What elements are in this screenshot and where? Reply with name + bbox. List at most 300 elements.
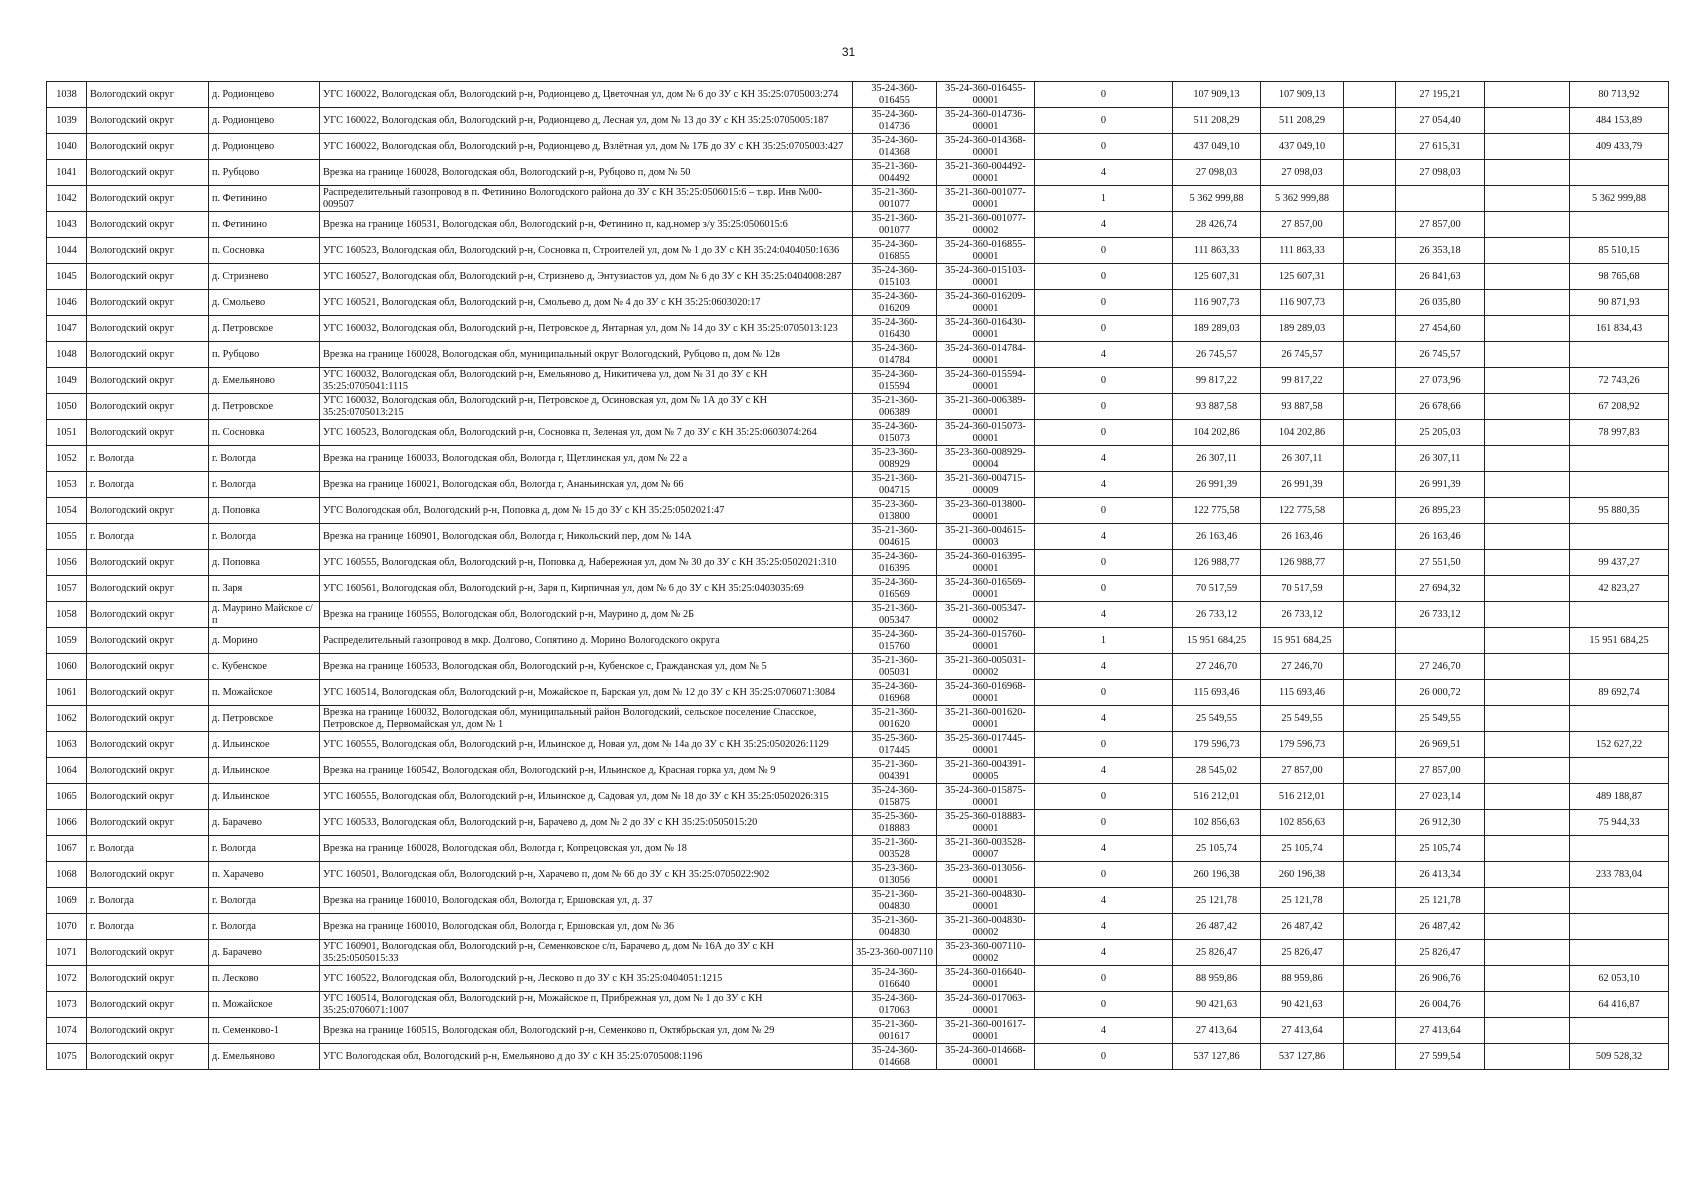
amount-cell: 26 733,12 — [1261, 602, 1344, 628]
object-code-cell: 35-21-360-003528 — [853, 836, 937, 862]
locality-cell: д. Петровское — [209, 706, 320, 732]
locality-cell: д. Ильинское — [209, 758, 320, 784]
locality-cell: г. Вологда — [209, 914, 320, 940]
category-cell: 4 — [1035, 602, 1173, 628]
table-row — [47, 238, 1669, 264]
locality-cell: п. Фетинино — [209, 212, 320, 238]
district-cell: Вологодский округ — [87, 1044, 209, 1070]
part2-cell — [1570, 602, 1669, 628]
table-row — [47, 914, 1669, 940]
table-row — [47, 264, 1669, 290]
object-code-cell: 35-24-360-014368 — [853, 134, 937, 160]
object-description-cell: УГС 160501, Вологодская обл, Вологодский р-н, Харачево п, дом № 66 до ЗУ с КН 35:25:0705022:902 — [320, 862, 853, 888]
object-id-cell: 35-21-360-005031-00002 — [937, 654, 1035, 680]
empty-cell — [1344, 82, 1396, 108]
object-code-cell: 35-23-360-008929 — [853, 446, 937, 472]
amount-cell: 26 307,11 — [1261, 446, 1344, 472]
row-number: 1075 — [47, 1044, 87, 1070]
total-cost-cell: 260 196,38 — [1173, 862, 1261, 888]
category-cell: 4 — [1035, 446, 1173, 472]
table-row — [47, 784, 1669, 810]
object-description-cell: Врезка на границе 160028, Вологодская обл, Вологда г, Копрецовская ул, дом № 18 — [320, 836, 853, 862]
table-row — [47, 498, 1669, 524]
total-cost-cell: 516 212,01 — [1173, 784, 1261, 810]
part1-cell: 26 912,30 — [1396, 810, 1485, 836]
object-code-cell: 35-24-360-014736 — [853, 108, 937, 134]
row-number: 1043 — [47, 212, 87, 238]
object-id-cell: 35-24-360-016640-00001 — [937, 966, 1035, 992]
empty-cell-2 — [1485, 784, 1570, 810]
district-cell: Вологодский округ — [87, 394, 209, 420]
district-cell: г. Вологда — [87, 446, 209, 472]
amount-cell: 125 607,31 — [1261, 264, 1344, 290]
row-number: 1041 — [47, 160, 87, 186]
object-code-cell: 35-24-360-016395 — [853, 550, 937, 576]
object-code-cell: 35-21-360-001617 — [853, 1018, 937, 1044]
object-id-cell: 35-24-360-016209-00001 — [937, 290, 1035, 316]
district-cell: Вологодский округ — [87, 628, 209, 654]
category-cell: 0 — [1035, 550, 1173, 576]
object-description-cell: Врезка на границе 160555, Вологодская обл, Вологодский р-н, Маурино д, дом № 2Б — [320, 602, 853, 628]
empty-cell — [1344, 862, 1396, 888]
district-cell: Вологодский округ — [87, 238, 209, 264]
empty-cell — [1344, 160, 1396, 186]
empty-cell — [1344, 212, 1396, 238]
empty-cell — [1344, 524, 1396, 550]
part1-cell: 26 413,34 — [1396, 862, 1485, 888]
object-description-cell: УГС 160555, Вологодская обл, Вологодский р-н, Поповка д, Набережная ул, дом № 30 до ЗУ с КН 35:25:0502021:310 — [320, 550, 853, 576]
empty-cell — [1344, 602, 1396, 628]
object-id-cell: 35-24-360-014736-00001 — [937, 108, 1035, 134]
object-code-cell: 35-21-360-006389 — [853, 394, 937, 420]
part2-cell: 95 880,35 — [1570, 498, 1669, 524]
object-description-cell: УГС 160022, Вологодская обл, Вологодский р-н, Родионцево д, Взлётная ул, дом № 17Б до ЗУ с КН 35:25:0705003:427 — [320, 134, 853, 160]
locality-cell: п. Фетинино — [209, 186, 320, 212]
total-cost-cell: 125 607,31 — [1173, 264, 1261, 290]
object-id-cell: 35-24-360-016430-00001 — [937, 316, 1035, 342]
locality-cell: д. Стризнево — [209, 264, 320, 290]
object-code-cell: 35-23-360-007110 — [853, 940, 937, 966]
category-cell: 0 — [1035, 82, 1173, 108]
object-code-cell: 35-24-360-016455 — [853, 82, 937, 108]
object-id-cell: 35-24-360-015594-00001 — [937, 368, 1035, 394]
object-id-cell: 35-24-360-015103-00001 — [937, 264, 1035, 290]
part1-cell: 26 895,23 — [1396, 498, 1485, 524]
part1-cell: 25 205,03 — [1396, 420, 1485, 446]
total-cost-cell: 102 856,63 — [1173, 810, 1261, 836]
total-cost-cell: 115 693,46 — [1173, 680, 1261, 706]
object-id-cell: 35-24-360-015073-00001 — [937, 420, 1035, 446]
empty-cell — [1344, 108, 1396, 134]
empty-cell — [1344, 264, 1396, 290]
district-cell: г. Вологда — [87, 472, 209, 498]
category-cell: 4 — [1035, 706, 1173, 732]
empty-cell — [1344, 732, 1396, 758]
locality-cell: д. Родионцево — [209, 82, 320, 108]
district-cell: Вологодский округ — [87, 784, 209, 810]
empty-cell — [1344, 836, 1396, 862]
district-cell: Вологодский округ — [87, 810, 209, 836]
object-id-cell: 35-24-360-014784-00001 — [937, 342, 1035, 368]
object-description-cell: УГС 160533, Вологодская обл, Вологодский р-н, Барачево д, дом № 2 до ЗУ с КН 35:25:0505015:20 — [320, 810, 853, 836]
object-id-cell: 35-24-360-014368-00001 — [937, 134, 1035, 160]
empty-cell-2 — [1485, 992, 1570, 1018]
district-cell: Вологодский округ — [87, 680, 209, 706]
locality-cell: д. Петровское — [209, 316, 320, 342]
object-description-cell: УГС 160032, Вологодская обл, Вологодский р-н, Емельяново д, Никитичева ул, дом № 31 до ЗУ с КН 35:25:0705041:1115 — [320, 368, 853, 394]
part2-cell: 90 871,93 — [1570, 290, 1669, 316]
part2-cell — [1570, 160, 1669, 186]
category-cell: 0 — [1035, 108, 1173, 134]
amount-cell: 26 163,46 — [1261, 524, 1344, 550]
empty-cell — [1344, 992, 1396, 1018]
part1-cell: 26 991,39 — [1396, 472, 1485, 498]
object-code-cell: 35-24-360-014784 — [853, 342, 937, 368]
part1-cell: 26 733,12 — [1396, 602, 1485, 628]
object-id-cell: 35-25-360-018883-00001 — [937, 810, 1035, 836]
object-code-cell: 35-24-360-016640 — [853, 966, 937, 992]
part2-cell: 152 627,22 — [1570, 732, 1669, 758]
amount-cell: 26 487,42 — [1261, 914, 1344, 940]
table-row — [47, 940, 1669, 966]
amount-cell: 104 202,86 — [1261, 420, 1344, 446]
empty-cell-2 — [1485, 1044, 1570, 1070]
empty-cell — [1344, 472, 1396, 498]
amount-cell: 537 127,86 — [1261, 1044, 1344, 1070]
object-description-cell: Врезка на границе 160010, Вологодская обл, Вологда г, Ершовская ул, д. 37 — [320, 888, 853, 914]
empty-cell-2 — [1485, 368, 1570, 394]
object-description-cell: Врезка на границе 160010, Вологодская обл, Вологда г, Ершовская ул, дом № 36 — [320, 914, 853, 940]
empty-cell — [1344, 758, 1396, 784]
object-code-cell: 35-24-360-016968 — [853, 680, 937, 706]
object-code-cell: 35-24-360-016209 — [853, 290, 937, 316]
part2-cell: 89 692,74 — [1570, 680, 1669, 706]
object-id-cell: 35-21-360-005347-00002 — [937, 602, 1035, 628]
part2-cell — [1570, 888, 1669, 914]
object-code-cell: 35-21-360-004492 — [853, 160, 937, 186]
part1-cell — [1396, 628, 1485, 654]
part2-cell: 489 188,87 — [1570, 784, 1669, 810]
part2-cell: 99 437,27 — [1570, 550, 1669, 576]
object-id-cell: 35-24-360-016968-00001 — [937, 680, 1035, 706]
object-description-cell: УГС 160514, Вологодская обл, Вологодский р-н, Можайское п, Барская ул, дом № 12 до ЗУ с КН 35:25:0706071:3084 — [320, 680, 853, 706]
row-number: 1053 — [47, 472, 87, 498]
amount-cell: 189 289,03 — [1261, 316, 1344, 342]
empty-cell — [1344, 238, 1396, 264]
total-cost-cell: 27 098,03 — [1173, 160, 1261, 186]
part2-cell: 80 713,92 — [1570, 82, 1669, 108]
part2-cell: 64 416,87 — [1570, 992, 1669, 1018]
object-id-cell: 35-24-360-016569-00001 — [937, 576, 1035, 602]
total-cost-cell: 437 049,10 — [1173, 134, 1261, 160]
row-number: 1055 — [47, 524, 87, 550]
category-cell: 0 — [1035, 862, 1173, 888]
table-row — [47, 706, 1669, 732]
row-number: 1070 — [47, 914, 87, 940]
locality-cell: п. Сосновка — [209, 420, 320, 446]
empty-cell — [1344, 550, 1396, 576]
object-id-cell: 35-24-360-015875-00001 — [937, 784, 1035, 810]
object-id-cell: 35-23-360-013800-00001 — [937, 498, 1035, 524]
amount-cell: 15 951 684,25 — [1261, 628, 1344, 654]
part2-cell — [1570, 524, 1669, 550]
amount-cell: 99 817,22 — [1261, 368, 1344, 394]
empty-cell-2 — [1485, 498, 1570, 524]
district-cell: Вологодский округ — [87, 550, 209, 576]
category-cell: 0 — [1035, 810, 1173, 836]
object-description-cell: УГС Вологодская обл, Вологодский р-н, Емельяново д до ЗУ с КН 35:25:0705008:1196 — [320, 1044, 853, 1070]
part1-cell: 27 413,64 — [1396, 1018, 1485, 1044]
object-id-cell: 35-21-360-004715-00009 — [937, 472, 1035, 498]
table-row — [47, 160, 1669, 186]
empty-cell-2 — [1485, 836, 1570, 862]
district-cell: Вологодский округ — [87, 186, 209, 212]
empty-cell — [1344, 316, 1396, 342]
empty-cell — [1344, 342, 1396, 368]
empty-cell-2 — [1485, 524, 1570, 550]
total-cost-cell: 107 909,13 — [1173, 82, 1261, 108]
amount-cell: 25 105,74 — [1261, 836, 1344, 862]
empty-cell-2 — [1485, 342, 1570, 368]
object-id-cell: 35-23-360-007110-00002 — [937, 940, 1035, 966]
amount-cell: 5 362 999,88 — [1261, 186, 1344, 212]
category-cell: 0 — [1035, 992, 1173, 1018]
empty-cell-2 — [1485, 1018, 1570, 1044]
part2-cell: 233 783,04 — [1570, 862, 1669, 888]
locality-cell: д. Смольево — [209, 290, 320, 316]
amount-cell: 102 856,63 — [1261, 810, 1344, 836]
part1-cell: 27 454,60 — [1396, 316, 1485, 342]
total-cost-cell: 28 545,02 — [1173, 758, 1261, 784]
amount-cell: 25 121,78 — [1261, 888, 1344, 914]
locality-cell: д. Родионцево — [209, 134, 320, 160]
district-cell: г. Вологда — [87, 836, 209, 862]
row-number: 1039 — [47, 108, 87, 134]
part1-cell: 27 599,54 — [1396, 1044, 1485, 1070]
locality-cell: г. Вологда — [209, 446, 320, 472]
empty-cell-2 — [1485, 420, 1570, 446]
district-cell: Вологодский округ — [87, 342, 209, 368]
category-cell: 0 — [1035, 264, 1173, 290]
table-row — [47, 966, 1669, 992]
total-cost-cell: 25 826,47 — [1173, 940, 1261, 966]
district-cell: Вологодский округ — [87, 368, 209, 394]
locality-cell: п. Сосновка — [209, 238, 320, 264]
row-number: 1046 — [47, 290, 87, 316]
object-code-cell: 35-24-360-014668 — [853, 1044, 937, 1070]
district-cell: Вологодский округ — [87, 758, 209, 784]
part2-cell — [1570, 1018, 1669, 1044]
empty-cell-2 — [1485, 628, 1570, 654]
empty-cell — [1344, 940, 1396, 966]
object-code-cell: 35-21-360-004615 — [853, 524, 937, 550]
object-code-cell: 35-25-360-018883 — [853, 810, 937, 836]
amount-cell: 260 196,38 — [1261, 862, 1344, 888]
locality-cell: д. Емельяново — [209, 1044, 320, 1070]
object-description-cell: УГС 160514, Вологодская обл, Вологодский р-н, Можайское п, Прибрежная ул, дом № 1 до ЗУ с КН 35:25:0706071:1007 — [320, 992, 853, 1018]
object-id-cell: 35-21-360-004492-00001 — [937, 160, 1035, 186]
table-row — [47, 810, 1669, 836]
part1-cell: 26 969,51 — [1396, 732, 1485, 758]
empty-cell — [1344, 576, 1396, 602]
amount-cell: 122 775,58 — [1261, 498, 1344, 524]
part2-cell — [1570, 654, 1669, 680]
table-row — [47, 368, 1669, 394]
part2-cell: 78 997,83 — [1570, 420, 1669, 446]
amount-cell: 116 907,73 — [1261, 290, 1344, 316]
part1-cell: 26 841,63 — [1396, 264, 1485, 290]
district-cell: Вологодский округ — [87, 212, 209, 238]
row-number: 1049 — [47, 368, 87, 394]
total-cost-cell: 26 163,46 — [1173, 524, 1261, 550]
total-cost-cell: 26 991,39 — [1173, 472, 1261, 498]
object-description-cell: Распределительный газопровод в мкр. Долгово, Сопятино д. Морино Вологодского округа — [320, 628, 853, 654]
total-cost-cell: 189 289,03 — [1173, 316, 1261, 342]
locality-cell: п. Лесково — [209, 966, 320, 992]
district-cell: Вологодский округ — [87, 706, 209, 732]
total-cost-cell: 104 202,86 — [1173, 420, 1261, 446]
total-cost-cell: 27 413,64 — [1173, 1018, 1261, 1044]
object-code-cell: 35-21-360-001620 — [853, 706, 937, 732]
category-cell: 4 — [1035, 888, 1173, 914]
locality-cell: д. Петровское — [209, 394, 320, 420]
total-cost-cell: 116 907,73 — [1173, 290, 1261, 316]
part2-cell: 98 765,68 — [1570, 264, 1669, 290]
object-description-cell: УГС 160555, Вологодская обл, Вологодский р-н, Ильинское д, Новая ул, дом № 14а до ЗУ с КН 35:25:0502026:1129 — [320, 732, 853, 758]
table-row — [47, 888, 1669, 914]
locality-cell: д. Барачево — [209, 940, 320, 966]
row-number: 1074 — [47, 1018, 87, 1044]
object-description-cell: Врезка на границе 160028, Вологодская обл, Вологодский р-н, Рубцово п, дом № 50 — [320, 160, 853, 186]
object-description-cell: Врезка на границе 160531, Вологодская обл, Вологодский р-н, Фетинино п, кад.номер з/у 35:25:0506015:6 — [320, 212, 853, 238]
part1-cell: 25 105,74 — [1396, 836, 1485, 862]
part2-cell — [1570, 446, 1669, 472]
district-cell: Вологодский округ — [87, 134, 209, 160]
object-id-cell: 35-21-360-004830-00001 — [937, 888, 1035, 914]
row-number: 1059 — [47, 628, 87, 654]
empty-cell-2 — [1485, 472, 1570, 498]
amount-cell: 111 863,33 — [1261, 238, 1344, 264]
district-cell: Вологодский округ — [87, 966, 209, 992]
empty-cell-2 — [1485, 446, 1570, 472]
row-number: 1051 — [47, 420, 87, 446]
empty-cell — [1344, 654, 1396, 680]
object-code-cell: 35-24-360-015875 — [853, 784, 937, 810]
object-code-cell: 35-21-360-004391 — [853, 758, 937, 784]
table-row — [47, 1018, 1669, 1044]
empty-cell — [1344, 706, 1396, 732]
amount-cell: 115 693,46 — [1261, 680, 1344, 706]
empty-cell — [1344, 134, 1396, 160]
row-number: 1054 — [47, 498, 87, 524]
category-cell: 4 — [1035, 524, 1173, 550]
empty-cell-2 — [1485, 576, 1570, 602]
total-cost-cell: 26 745,57 — [1173, 342, 1261, 368]
part1-cell: 26 000,72 — [1396, 680, 1485, 706]
object-id-cell: 35-21-360-004830-00002 — [937, 914, 1035, 940]
table-row — [47, 186, 1669, 212]
part1-cell: 26 163,46 — [1396, 524, 1485, 550]
row-number: 1057 — [47, 576, 87, 602]
total-cost-cell: 122 775,58 — [1173, 498, 1261, 524]
object-code-cell: 35-24-360-016569 — [853, 576, 937, 602]
table-row — [47, 862, 1669, 888]
part2-cell: 75 944,33 — [1570, 810, 1669, 836]
district-cell: Вологодский округ — [87, 732, 209, 758]
row-number: 1038 — [47, 82, 87, 108]
table-row — [47, 550, 1669, 576]
part2-cell: 509 528,32 — [1570, 1044, 1669, 1070]
empty-cell — [1344, 498, 1396, 524]
object-id-cell: 35-24-360-015760-00001 — [937, 628, 1035, 654]
total-cost-cell: 5 362 999,88 — [1173, 186, 1261, 212]
table-row — [47, 108, 1669, 134]
category-cell: 4 — [1035, 654, 1173, 680]
empty-cell — [1344, 784, 1396, 810]
part2-cell: 409 433,79 — [1570, 134, 1669, 160]
object-code-cell: 35-21-360-004715 — [853, 472, 937, 498]
object-description-cell: УГС 160022, Вологодская обл, Вологодский р-н, Родионцево д, Лесная ул, дом № 13 до ЗУ с КН 35:25:0705005:187 — [320, 108, 853, 134]
table-row — [47, 524, 1669, 550]
district-cell: Вологодский округ — [87, 290, 209, 316]
empty-cell-2 — [1485, 134, 1570, 160]
part2-cell: 161 834,43 — [1570, 316, 1669, 342]
locality-cell: д. Ильинское — [209, 732, 320, 758]
empty-cell-2 — [1485, 914, 1570, 940]
part1-cell: 26 745,57 — [1396, 342, 1485, 368]
category-cell: 0 — [1035, 680, 1173, 706]
total-cost-cell: 25 549,55 — [1173, 706, 1261, 732]
object-code-cell: 35-23-360-013056 — [853, 862, 937, 888]
empty-cell — [1344, 810, 1396, 836]
category-cell: 4 — [1035, 836, 1173, 862]
part2-cell — [1570, 914, 1669, 940]
amount-cell: 25 549,55 — [1261, 706, 1344, 732]
empty-cell-2 — [1485, 186, 1570, 212]
object-description-cell: Распределительный газопровод в п. Фетинино Вологодского района до ЗУ с КН 35:25:0506015:6 – т.вр. Инв №00-009507 — [320, 186, 853, 212]
empty-cell-2 — [1485, 758, 1570, 784]
total-cost-cell: 99 817,22 — [1173, 368, 1261, 394]
object-code-cell: 35-21-360-005031 — [853, 654, 937, 680]
total-cost-cell: 28 426,74 — [1173, 212, 1261, 238]
district-cell: Вологодский округ — [87, 108, 209, 134]
object-description-cell: УГС 160523, Вологодская обл, Вологодский р-н, Сосновка п, Строителей ул, дом № 1 до ЗУ с КН 35:24:0404050:1636 — [320, 238, 853, 264]
table-row — [47, 680, 1669, 706]
object-description-cell: УГС 160523, Вологодская обл, Вологодский р-н, Сосновка п, Зеленая ул, дом № 7 до ЗУ с КН 35:25:0603074:264 — [320, 420, 853, 446]
locality-cell: д. Ильинское — [209, 784, 320, 810]
total-cost-cell: 93 887,58 — [1173, 394, 1261, 420]
object-code-cell: 35-24-360-016430 — [853, 316, 937, 342]
total-cost-cell: 25 105,74 — [1173, 836, 1261, 862]
table-row — [47, 290, 1669, 316]
row-number: 1047 — [47, 316, 87, 342]
category-cell: 1 — [1035, 186, 1173, 212]
part1-cell: 25 121,78 — [1396, 888, 1485, 914]
locality-cell: г. Вологда — [209, 888, 320, 914]
object-code-cell: 35-24-360-015073 — [853, 420, 937, 446]
total-cost-cell: 26 307,11 — [1173, 446, 1261, 472]
empty-cell — [1344, 966, 1396, 992]
object-code-cell: 35-24-360-016855 — [853, 238, 937, 264]
table-row — [47, 992, 1669, 1018]
empty-cell-2 — [1485, 550, 1570, 576]
locality-cell: п. Можайское — [209, 992, 320, 1018]
locality-cell: д. Емельяново — [209, 368, 320, 394]
part1-cell: 26 487,42 — [1396, 914, 1485, 940]
amount-cell: 126 988,77 — [1261, 550, 1344, 576]
object-id-cell: 35-21-360-001077-00002 — [937, 212, 1035, 238]
object-id-cell: 35-21-360-004615-00003 — [937, 524, 1035, 550]
